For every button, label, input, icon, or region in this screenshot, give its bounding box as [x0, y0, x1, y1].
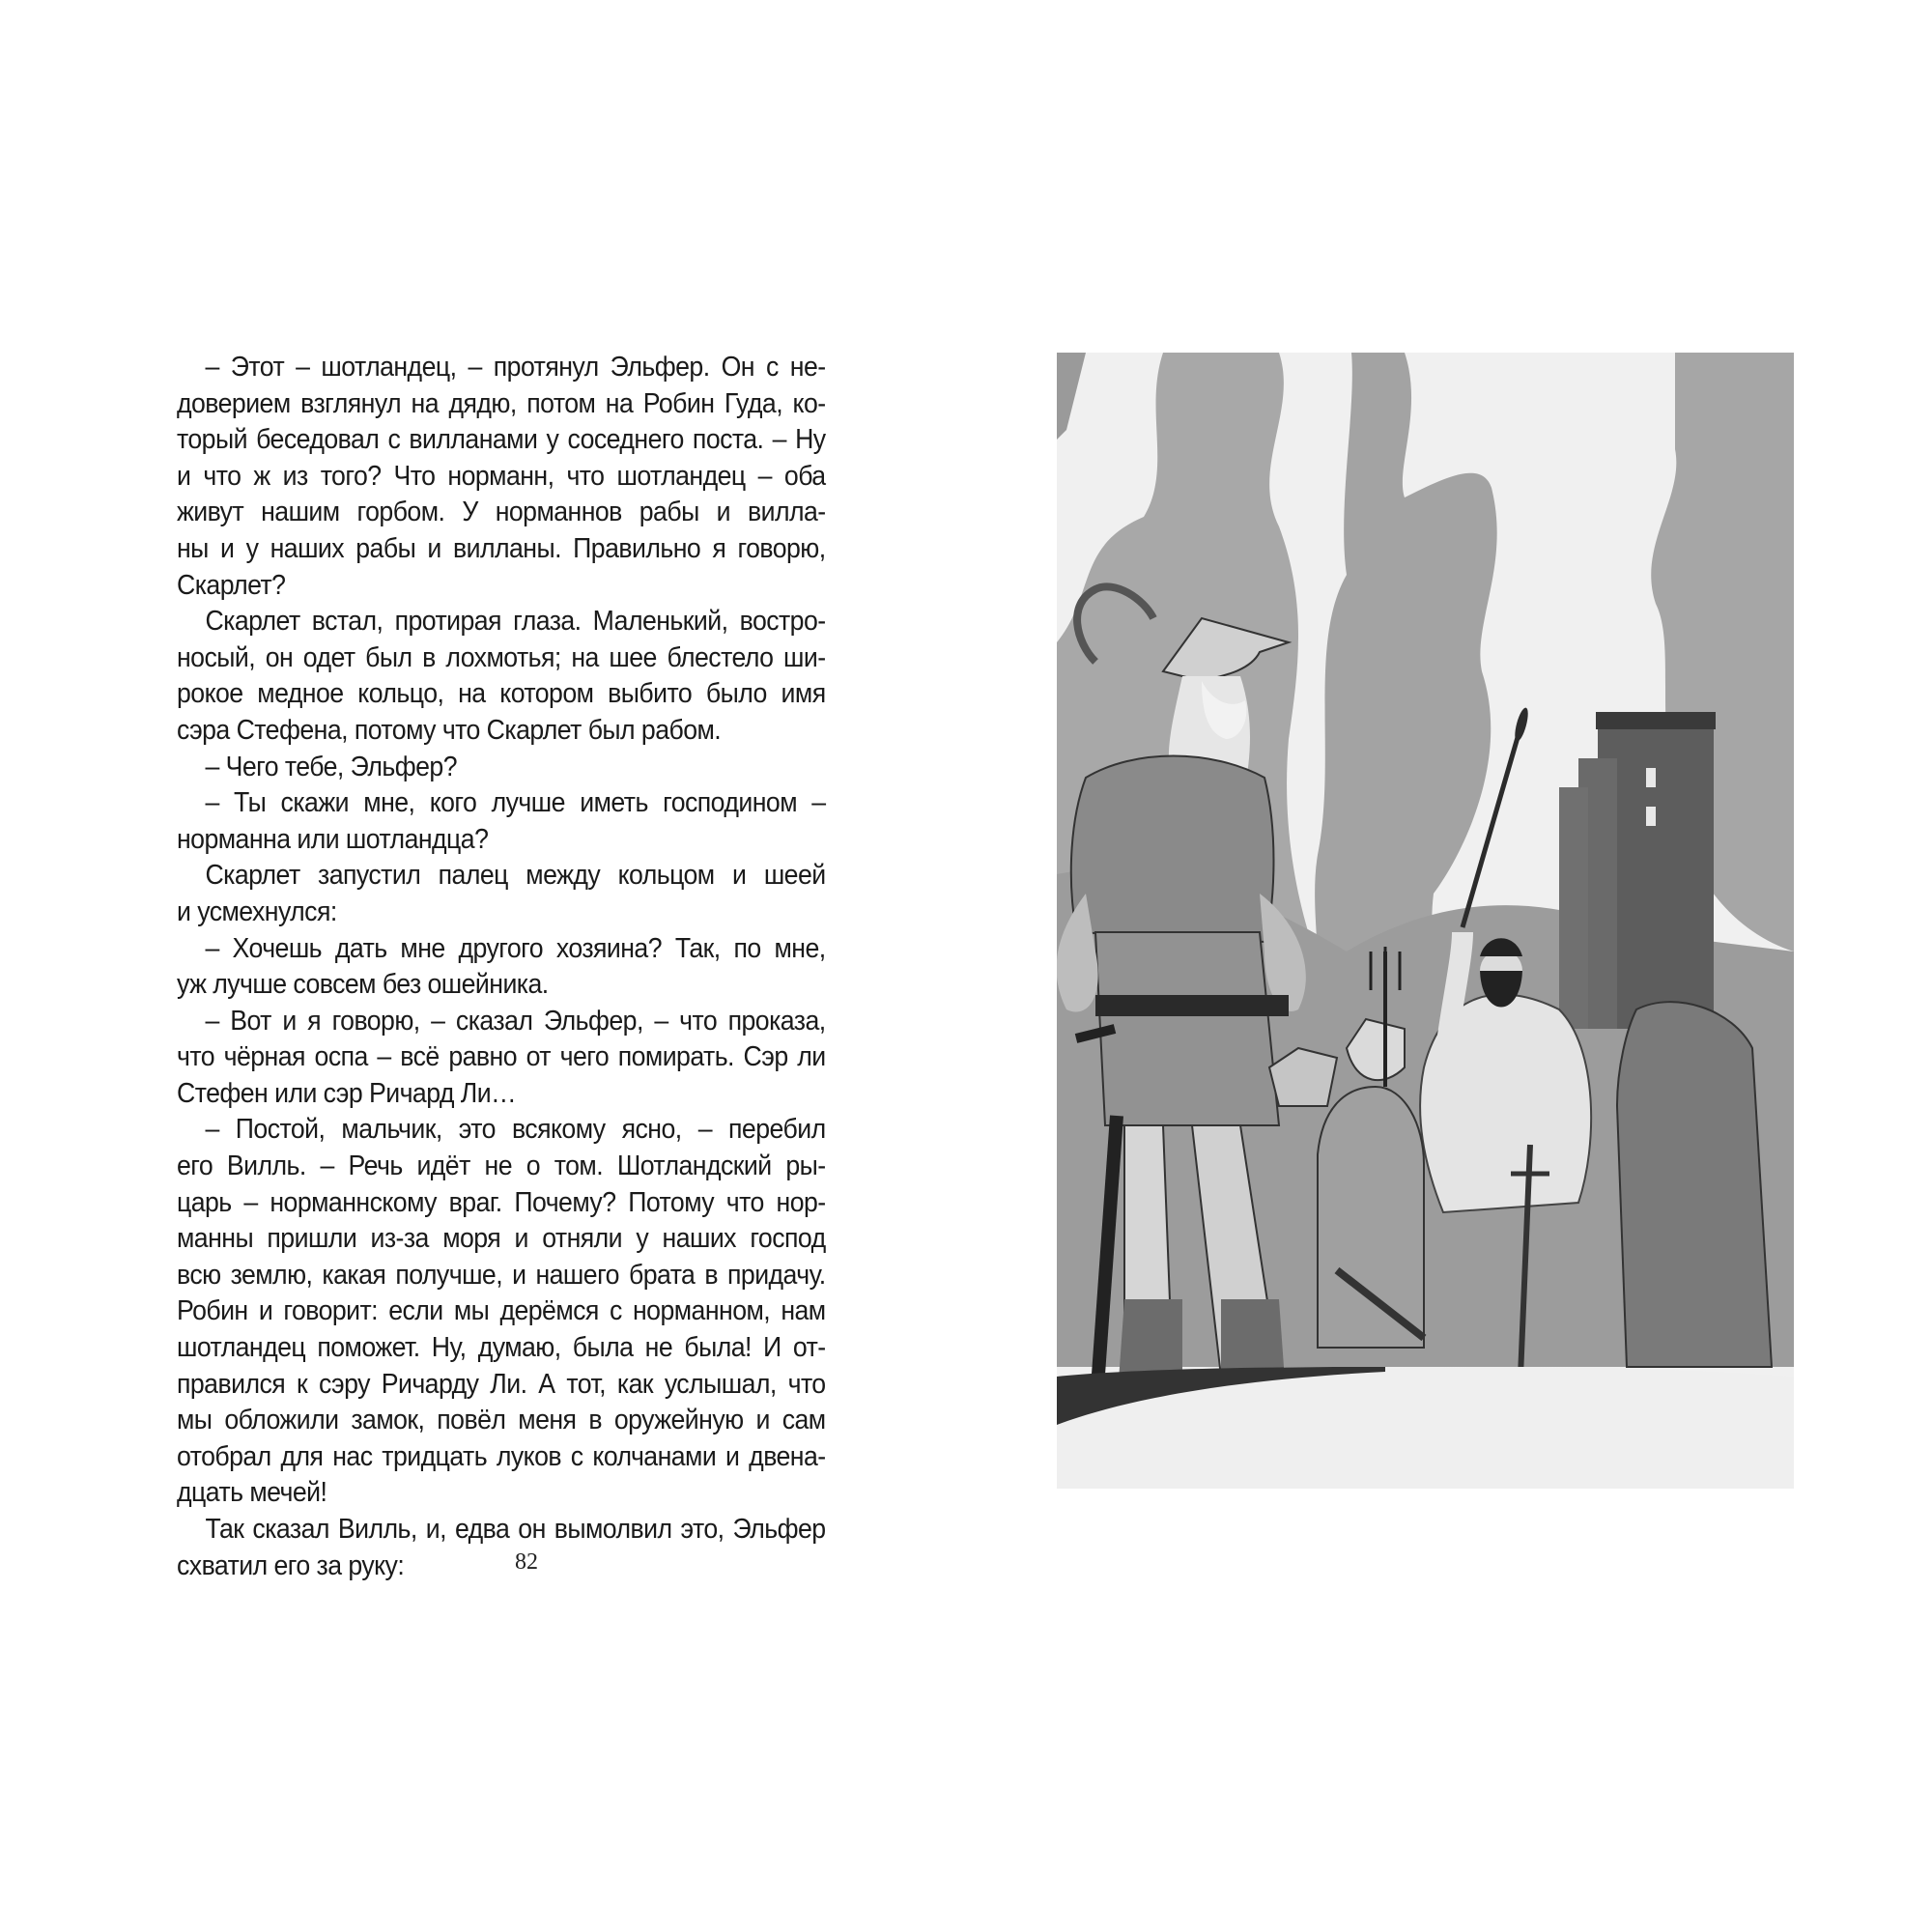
text-line: Так сказал Вилль, и, едва он вымолвил это, Эльфер — [205, 1514, 826, 1545]
text-line: торый беседовал с вилланами у соседнего поста. – Ну — [177, 424, 826, 456]
text-line: Стефен или сэр Ричард Ли… — [177, 1077, 517, 1109]
text-line: Скарлет? — [177, 569, 286, 601]
text-line: – Хочешь дать мне другого хозяина? Так, по мне, — [205, 932, 826, 964]
text-line: сэра Стефена, потому что Скарлет был рабом. — [177, 714, 722, 746]
text-line: что чёрная оспа – всё равно от чего помирать. Сэр ли — [177, 1041, 826, 1073]
text-line: ны и у наших рабы и вилланы. Правильно я говорю, — [177, 532, 826, 564]
text-line: правился к сэру Ричарду Ли. А тот, как услышал, что — [177, 1368, 826, 1400]
text-line: Скарлет запустил палец между кольцом и шеей — [205, 860, 826, 892]
text-line: отобрал для нас тридцать луков с колчанами и двена- — [177, 1440, 826, 1472]
text-line: носый, он одет был в лохмотья; на шее блестело ши- — [177, 641, 826, 673]
text-line: мы обложили замок, повёл меня в оружейную и сам — [177, 1405, 826, 1436]
text-line: – Этот – шотландец, – протянул Эльфер. Он с не- — [205, 352, 826, 383]
illustration — [1057, 353, 1794, 1489]
text-line: доверием взглянул на дядю, потом на Робин Гуда, ко- — [177, 387, 826, 419]
text-line: Робин и говорит: если мы дерёмся с норманном, нам — [177, 1295, 826, 1327]
page-number: 82 — [515, 1549, 538, 1575]
text-line: – Чего тебе, Эльфер? — [205, 751, 458, 782]
text-line: схватил его за руку: — [177, 1549, 405, 1581]
text-line: шотландец поможет. Ну, думаю, была не была! И от- — [177, 1332, 826, 1364]
text-line: дцать мечей! — [177, 1477, 327, 1509]
text-line: – Вот и я говорю, – сказал Эльфер, – что проказа, — [205, 1005, 826, 1037]
body-text — [177, 350, 826, 1584]
text-line: рокое медное кольцо, на котором выбито было имя — [177, 678, 826, 710]
illustration-artwork — [1057, 353, 1794, 1489]
text-line: уж лучше совсем без ошейника. — [177, 969, 549, 1001]
text-line: живут нашим горбом. У норманнов рабы и вилла- — [177, 497, 826, 528]
text-line: Скарлет встал, протирая глаза. Маленький, востро- — [205, 606, 826, 638]
text-line: царь – норманнскому враг. Почему? Потому что нор- — [177, 1186, 826, 1218]
text-line: – Постой, мальчик, это всякому ясно, – перебил — [205, 1114, 826, 1146]
text-line: – Ты скажи мне, кого лучше иметь господином – — [205, 787, 826, 819]
text-line: всю землю, какая получше, и нашего брата в придачу. — [177, 1259, 826, 1291]
text-line: и что ж из того? Что норманн, что шотландец – оба — [177, 460, 826, 492]
text-line: норманна или шотландца? — [177, 823, 489, 855]
text-line: его Вилль. – Речь идёт не о том. Шотландский ры- — [177, 1151, 826, 1182]
text-line: манны пришли из-за моря и отняли у наших господ — [177, 1223, 826, 1255]
text-line: и усмехнулся: — [177, 895, 337, 927]
